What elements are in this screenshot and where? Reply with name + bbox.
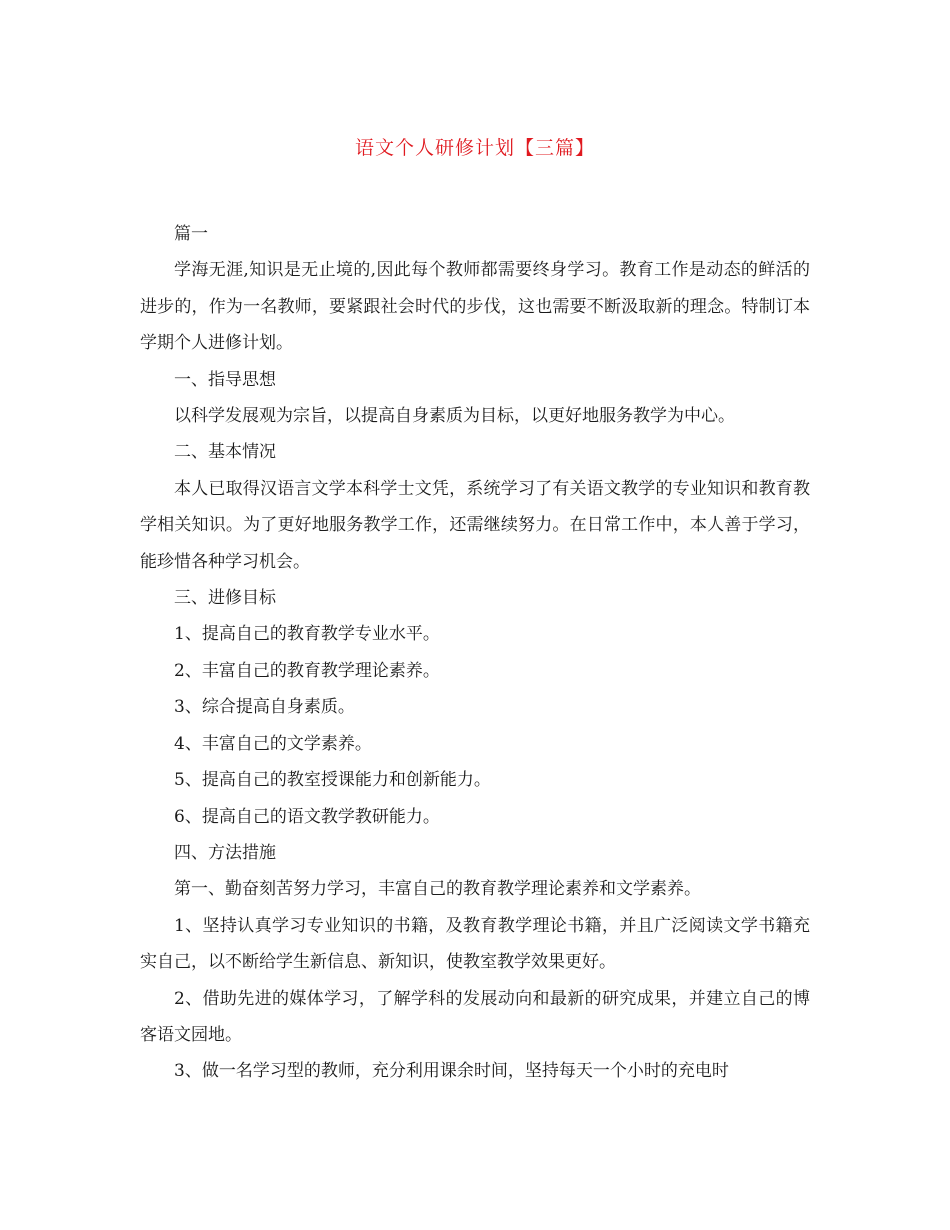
list-item: 2、丰富自己的教育教学理论素养。 bbox=[174, 660, 440, 681]
list-item: 4、丰富自己的文学素养。 bbox=[174, 733, 372, 754]
document-body bbox=[140, 216, 810, 1090]
list-item: 1、提高自己的教育教学专业水平。 bbox=[174, 624, 440, 645]
list-item: 1、坚持认真学习专业知识的书籍，及教育教学理论书籍，并且广泛阅读文学书籍充实自己，以不断给学生新信息、新知识，使教室教学效果更好。 bbox=[140, 915, 810, 973]
list-item: 6、提高自己的语文教学教研能力。 bbox=[174, 806, 440, 827]
section-heading: 篇一 bbox=[174, 224, 208, 244]
list-item: 5、提高自己的教室授课能力和创新能力。 bbox=[174, 770, 491, 791]
section-heading: 一、指导思想 bbox=[174, 369, 276, 390]
document-title: 语文个人研修计划【三篇】 bbox=[354, 137, 595, 159]
list-item: 2、借助先进的媒体学习，了解学科的发展动向和最新的研究成果，并建立自己的博客语文园地。 bbox=[140, 988, 810, 1045]
list-item: 3、综合提高自身素质。 bbox=[174, 697, 355, 718]
paragraph: 以科学发展观为宗旨，以提高自身素质为目标，以更好地服务教学为中心。 bbox=[174, 406, 735, 427]
section-heading: 三、进修目标 bbox=[174, 588, 276, 609]
paragraph: 本人已取得汉语言文学本科学士文凭，系统学习了有关语文教学的专业知识和教育教学相关知识。为了更好地服务教学工作，还需继续努力。在日常工作中，本人善于学习，能珍惜各种学习机会。 bbox=[140, 478, 810, 572]
list-item: 3、做一名学习型的教师，充分利用课余时间，坚持每天一个小时的充电时 bbox=[174, 1061, 729, 1082]
paragraph: 学海无涯,知识是无止境的,因此每个教师都需要终身学习。教育工作是动态的鲜活的进步的，作为一名教师，要紧跟社会时代的步伐，这也需要不断汲取新的理念。特制订本学期个人进修计划。 bbox=[140, 260, 810, 354]
section-heading: 二、基本情况 bbox=[174, 442, 276, 463]
section-heading: 四、方法措施 bbox=[174, 842, 276, 863]
paragraph: 第一、勤奋刻苦努力学习，丰富自己的教育教学理论素养和文学素养。 bbox=[174, 879, 701, 900]
